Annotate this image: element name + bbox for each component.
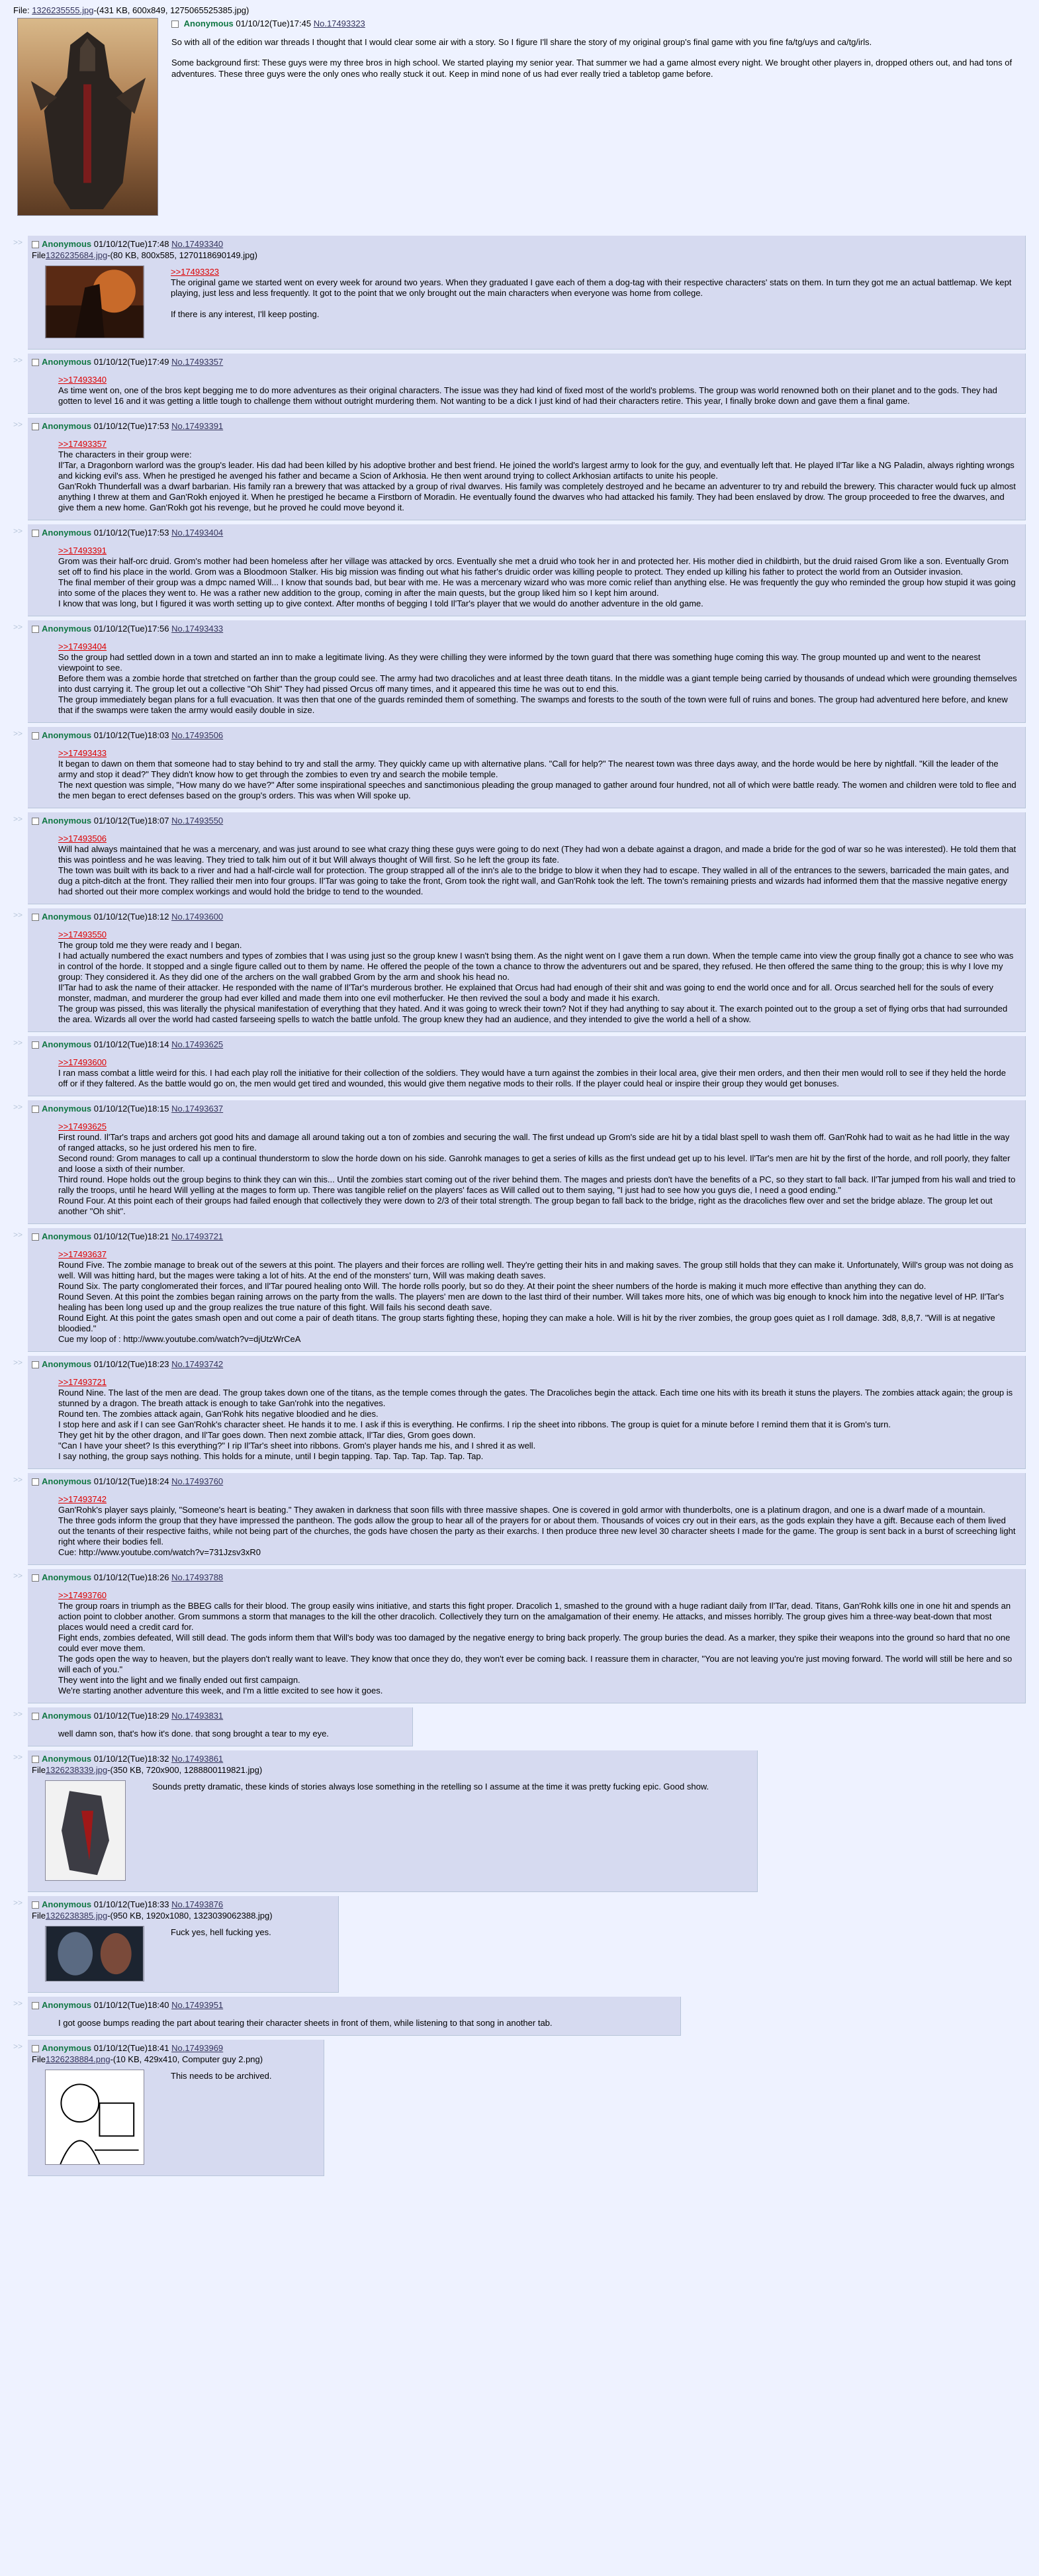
reply-container — [13, 1100, 1026, 1224]
poster-name: Anonymous — [42, 1231, 92, 1241]
poster-name: Anonymous — [42, 912, 92, 922]
poster-name: Anonymous — [42, 1572, 92, 1582]
reply-checkbox[interactable] — [32, 530, 39, 537]
post-number-link[interactable]: No.17493876 — [171, 1899, 224, 1909]
quote-link[interactable]: >>17493600 — [58, 1057, 107, 1067]
post-number-link[interactable]: No.17493861 — [171, 1754, 224, 1764]
reply-container — [13, 1356, 1026, 1469]
file-label: File — [32, 1765, 46, 1775]
reply-header — [32, 1103, 1017, 1115]
reply-paragraph: Round Seven. At this point the zombies began raining arrows on the party from the walls. The players' men are down to the last third of their number. Will takes more hits, one of which was big enough to knock him into the negative level of HP. Il'Tar's healing has been long used up and the group realizes the true nature of this fight. Will fails his second death save. — [58, 1292, 1005, 1312]
reply-paragraph: Fight ends, zombies defeated, Will still dead. The gods inform them that Will's body was too damaged by the negative energy to bring back properly. The group buries the dead. As a marker, they spike their weapons into the ground so hard that no one could ever move them. — [58, 1633, 1011, 1653]
reply-post — [28, 1707, 413, 1746]
reply-container — [13, 727, 1026, 808]
reply-arrow: >> — [13, 1709, 23, 1719]
reply-arrow: >> — [13, 420, 23, 429]
replies-list — [13, 236, 1026, 2176]
reply-arrow: >> — [13, 1230, 23, 1239]
reply-file-meta: -(350 KB, 720x900, 1288800119821.jpg) — [107, 1765, 263, 1775]
reply-container — [13, 2040, 1026, 2176]
poster-name: Anonymous — [42, 624, 92, 634]
quote-link[interactable]: >>17493625 — [58, 1121, 107, 1131]
quote-link[interactable]: >>17493323 — [171, 267, 220, 277]
reply-post — [28, 1750, 758, 1892]
poster-name: Anonymous — [42, 1359, 92, 1369]
reply-paragraph: We're starting another adventure this week, and I'm a little excited to see how it goes. — [58, 1686, 383, 1695]
reply-message — [58, 546, 1017, 609]
op-thumbnail-image[interactable] — [17, 18, 158, 216]
reply-checkbox[interactable] — [32, 2045, 39, 2052]
post-datetime: 01/10/12(Tue)17:48 — [93, 239, 169, 249]
reply-message — [171, 1927, 330, 1938]
reply-checkbox[interactable] — [32, 1713, 39, 1720]
reply-paragraph: Sounds pretty dramatic, these kinds of stories always lose something in the retelling so I assume at the time it was pretty fucking epic. Good show. — [152, 1782, 709, 1791]
reply-arrow: >> — [13, 1358, 23, 1367]
poster-name: Anonymous — [42, 239, 92, 249]
quote-link[interactable]: >>17493391 — [58, 546, 107, 555]
reply-paragraph: Il'Tar, a Dragonborn warlord was the group's leader. His dad had been killed by his adoptive brother and best friend. He joined the world's largest army to look for the guy, and eventually left that. He played Il'Tar like a NG Paladin, always righting wrongs and kicking evil's ass. When he prestiged he avenged his father and became a Scion of Arkhosia. He then went around trying to collect Arkhosian artifacts to unite his people. — [58, 460, 1015, 481]
op-checkbox[interactable] — [171, 21, 179, 28]
post-datetime: 01/10/12(Tue)18:32 — [93, 1754, 169, 1764]
poster-name: Anonymous — [42, 1476, 92, 1486]
post-datetime: 01/10/12(Tue)18:33 — [93, 1899, 169, 1909]
reply-container — [13, 418, 1026, 520]
reply-paragraph: It began to dawn on them that someone had to stay behind to try and stall the army. They quickly came up with alternative plans. "Call for help?" The nearest town was three days away, and the horde would be here by nightfall. "Kill the leader of the army and stop it dead?" They didn't know how to get through the zombies to even try and search the mobile temple. — [58, 759, 999, 779]
post-datetime: 01/10/12(Tue)18:15 — [93, 1104, 169, 1114]
poster-name: Anonymous — [42, 730, 92, 740]
reply-paragraph: The original game we started went on every week for around two years. When they graduated I gave each of them a dog-tag with their respective characters' stats on them. In turn they got me an actual battlemap. We kept playing, just less and less frequently. It got to the point that we only brought out the main characters when everyone was home from college. — [171, 277, 1012, 298]
reply-paragraph: The three gods inform the group that they have impressed the pantheon. The gods allow the group to hear all of the prayers for or about them. Thousands of voices cry out in their ears, as the gods explain they have a gift. Because each of them lived out the tenants of their respective faiths, while not being part of the churches, the gods have chosen the party as their exarchs. I then produce three new level 30 character sheets I made for the game. The group is sent back in a burst of screeching light right where their bodies fell. — [58, 1515, 1016, 1547]
reply-header — [32, 1999, 672, 2011]
reply-arrow: >> — [13, 2042, 23, 2051]
post-number-link[interactable]: No.17493550 — [171, 816, 224, 826]
reply-post — [28, 236, 1026, 350]
reply-checkbox[interactable] — [32, 1478, 39, 1486]
reply-container — [13, 1473, 1026, 1565]
reply-paragraph: Round Four. At this point each of their groups had failed enough that collectively they were down to 2/3 of their total strength. The group began to fall back to the bridge, right as the dracoliches flew over and set the bridge ablaze. The group let out another "Oh shit". — [58, 1196, 993, 1216]
post-datetime: 01/10/12(Tue)18:07 — [93, 816, 169, 826]
reply-file-link[interactable]: 1326238884.png — [45, 2054, 111, 2064]
quote-link[interactable]: >>17493357 — [58, 439, 107, 449]
post-datetime: 01/10/12(Tue)17:45 — [236, 19, 312, 28]
reply-paragraph: Will had always maintained that he was a mercenary, and was just around to see what crazy thing these guys were going to do next (They had won a debate against a dragon, and made a bride for the god of war so he was interested). He told them that this was pointless and he was leaving. They tried to talk him out of it but Will always thought of Will first. So he left the group its fate. — [58, 844, 1016, 865]
reply-thumbnail-image[interactable] — [45, 1926, 144, 1981]
reply-header — [32, 1476, 1017, 1488]
post-number-link[interactable]: No.17493951 — [171, 2000, 224, 2010]
post-datetime: 01/10/12(Tue)18:29 — [93, 1711, 169, 1721]
post-datetime: 01/10/12(Tue)17:53 — [93, 421, 169, 431]
reply-paragraph: The town was built with its back to a river and had a half-circle wall for protection. The group strapped all of the inn's ale to the bridge to blow it when they had to escape. They walled in all of the entrances to the sewers, barricaded the main gates, and dug a pitch-ditch at the front. They rallied their men into four groups. Il'Tar was going to take the front, Grom took the right wall, and Gan'Rohk took the left. The town's remaining priests and wizards had informed them that the massive negative energy had shorted out their more complex workings and would hold the bridge to tend to the wounded. — [58, 865, 1009, 896]
op-paragraph: So with all of the edition war threads I thought that I would clear some air with a story. So I figure I'll share the story of my original group's final game with you fine fa/tg/uys and ca/tg/irls. — [171, 37, 872, 47]
reply-checkbox[interactable] — [32, 1361, 39, 1368]
reply-paragraph: I got goose bumps reading the part about tearing their character sheets in front of them, while listening to that song in another tab. — [58, 2018, 553, 2028]
reply-container — [13, 1750, 1026, 1892]
reply-container — [13, 1997, 1026, 2036]
reply-checkbox[interactable] — [32, 1106, 39, 1113]
reply-post — [28, 812, 1026, 904]
reply-header — [32, 730, 1017, 741]
reply-container — [13, 354, 1026, 414]
reply-paragraph: The next question was simple, "How many do we have?" After some inspirational speeches and sanctimonious pleading the group managed to gather around four hundred, not all of which were battle ready. The women and children were told to flee and the men began to erect defenses based on the group's orders. This was when Will spoke up. — [58, 780, 1016, 800]
post-number-link[interactable]: No.17493340 — [171, 239, 224, 249]
op-message — [13, 18, 1026, 79]
reply-paragraph: well damn son, that's how it's done. that song brought a tear to my eye. — [58, 1729, 329, 1739]
post-datetime: 01/10/12(Tue)18:24 — [93, 1476, 169, 1486]
quote-link[interactable]: >>17493433 — [58, 748, 107, 758]
reply-paragraph: The group immediately began plans for a full evacuation. It was then that one of the guards reminded them of something. The swamps and forests to the south of the town were full of ruins and bones. The group had adventured here before, and knew that if the swamps were taken the army would easily double in size. — [58, 694, 1008, 715]
post-datetime: 01/10/12(Tue)17:49 — [93, 357, 169, 367]
post-datetime: 01/10/12(Tue)18:12 — [93, 912, 169, 922]
reply-arrow: >> — [13, 729, 23, 738]
reply-paragraph: I know that was long, but I figured it was worth setting up to give context. After months of begging I told Il'Tar's player that we would do another adventure in the old game. — [58, 598, 703, 608]
reply-post — [28, 354, 1026, 414]
poster-name: Anonymous — [42, 1899, 92, 1909]
reply-checkbox[interactable] — [32, 1574, 39, 1582]
reply-checkbox[interactable] — [32, 732, 39, 739]
reply-message — [58, 642, 1017, 716]
reply-arrow: >> — [13, 1475, 23, 1484]
reply-message — [58, 2018, 672, 2028]
reply-file-link[interactable]: 1326235684.jpg — [45, 250, 108, 260]
quote-link[interactable]: >>17493550 — [58, 930, 107, 939]
post-datetime: 01/10/12(Tue)18:14 — [93, 1039, 169, 1049]
reply-paragraph: They get hit by the other dragon, and Il'Tar goes down. Then next zombie attack, Il'Tar dies, Grom goes down. — [58, 1430, 476, 1440]
quote-link[interactable]: >>17493340 — [58, 375, 107, 385]
reply-paragraph — [171, 299, 1017, 309]
quote-link[interactable]: >>17493742 — [58, 1494, 107, 1504]
reply-message — [171, 2071, 316, 2081]
post-datetime: 01/10/12(Tue)18:03 — [93, 730, 169, 740]
post-datetime: 01/10/12(Tue)18:21 — [93, 1231, 169, 1241]
reply-message — [58, 1377, 1017, 1462]
reply-paragraph: I had actually numbered the exact numbers and types of zombies that I was using just so the group knew I wasn't bsing them. As the night went on I gave them a run down. When the temple came into view the group finally got a chance to see who was in control of the horde. It stopped and a single figure called out to them by name. He offered the people of the town a chance to throw the adventurers out and be spared, they refused. He then offered the same thing to the group; this is why I love my group: They considered it. As they did one of the archers on the wall grabbed Grom by the arm and shook his head no. — [58, 951, 1014, 982]
reply-message — [58, 1590, 1017, 1696]
reply-arrow: >> — [13, 356, 23, 365]
reply-arrow: >> — [13, 1999, 23, 2008]
reply-container — [13, 812, 1026, 904]
op-body — [13, 36, 1026, 79]
reply-paragraph: I stop here and ask if I can see Gan'Rohk's character sheet. He hands it to me. I ask if this is everything. He confirms. I rip the sheet into ribbons. The group is quiet for a minute before I remind them that it is Grom's turn. — [58, 1419, 891, 1429]
file-label: File — [32, 1911, 46, 1921]
file-label: File — [13, 5, 27, 15]
reply-container — [13, 1707, 1026, 1746]
reply-paragraph: Cue my loop of : http://www.youtube.com/watch?v=djUtzWrCeA — [58, 1334, 301, 1344]
reply-paragraph: This needs to be archived. — [171, 2071, 272, 2081]
reply-post — [28, 1997, 681, 2036]
post-number-link[interactable]: No.17493600 — [171, 912, 224, 922]
poster-name: Anonymous — [42, 1104, 92, 1114]
reply-paragraph: If there is any interest, I'll keep posting. — [171, 309, 320, 319]
poster-name: Anonymous — [42, 528, 92, 538]
reply-message — [58, 1249, 1017, 1345]
reply-post — [28, 2040, 324, 2176]
post-number-link[interactable]: No.17493323 — [313, 19, 365, 28]
reply-message — [152, 1782, 749, 1792]
reply-container — [13, 1569, 1026, 1703]
poster-name: Anonymous — [42, 357, 92, 367]
reply-message — [58, 1494, 1017, 1558]
reply-arrow: >> — [13, 622, 23, 632]
reply-header — [32, 911, 1017, 923]
reply-header — [32, 527, 1017, 539]
post-number-link[interactable]: No.17493404 — [171, 528, 224, 538]
reply-paragraph: Gan'Rohk's player says plainly, "Someone's heart is beating." They awaken in darkness that soon fills with three massive shapes. One is covered in gold armor with thunderbolts, one is a platinum dragon, and one is a dwarf made of a mountain. — [58, 1505, 985, 1515]
reply-message — [58, 834, 1017, 897]
post-datetime: 01/10/12(Tue)17:56 — [93, 624, 169, 634]
reply-message — [58, 1121, 1017, 1217]
reply-checkbox[interactable] — [32, 2002, 39, 2009]
reply-post — [28, 1569, 1026, 1703]
post-number-link[interactable]: No.17493760 — [171, 1476, 224, 1486]
post-number-link[interactable]: No.17493721 — [171, 1231, 224, 1241]
poster-name: Anonymous — [42, 2000, 92, 2010]
reply-post — [28, 908, 1026, 1032]
reply-arrow: >> — [13, 238, 23, 247]
reply-arrow: >> — [13, 1752, 23, 1762]
reply-checkbox[interactable] — [32, 626, 39, 633]
reply-file-info — [32, 2054, 316, 2064]
reply-paragraph: Third round. Hope holds out the group begins to think they can win this... Until the zombies start coming out of the river behind them. The mages and priests don't have the benefits of a PC, so they start to fall back. Il'Tar jumped from his wall and tried to rally the troops, until he heard Will yelling at the mages to form up. There was tangible relief on the players' faces as Will called out to them saying, "I just had to see how you guys die, I need a good ending." — [58, 1174, 1016, 1195]
poster-name: Anonymous — [42, 1039, 92, 1049]
reply-header — [32, 1572, 1017, 1584]
reply-checkbox[interactable] — [32, 1901, 39, 1909]
reply-paragraph: I ran mass combat a little weird for this. I had each play roll the initiative for their collection of the soldiers. They would have a turn against the zombies in their local area, give their men orders, and then their men would roll to see if they held the horde off or if they faltered. As the battle would go on, the men would get tired and wounded, this would give them negative mods to their rolls. If the player could heal or inspire their group they would get bonuses. — [58, 1068, 1006, 1088]
reply-container — [13, 524, 1026, 616]
reply-paragraph: Round Six. The party conglomerated their forces, and Il'Tar poured healing onto Will. The horde rolls poorly, but so do they. At their point the sheer numbers of the horde is making it much more effective than anything they can do. — [58, 1281, 926, 1291]
post-number-link[interactable]: No.17493788 — [171, 1572, 224, 1582]
reply-post — [28, 1473, 1026, 1565]
quote-link[interactable]: >>17493404 — [58, 642, 107, 651]
post-number-link[interactable]: No.17493969 — [171, 2043, 224, 2053]
reply-paragraph: Cue: http://www.youtube.com/watch?v=731Jzsv3xR0 — [58, 1547, 261, 1557]
reply-post — [28, 524, 1026, 616]
reply-paragraph: First round. Il'Tar's traps and archers got good hits and damage all around taking out a ton of zombies and securing the wall. The first undead up Grom's side are hit by a tidal blast spell to wash them off. Gan'Rohk had to wait as he had little in the way of ranged attacks, so he just ordered his men to fire. — [58, 1132, 1010, 1153]
reply-header — [32, 623, 1017, 635]
reply-paragraph: Second round: Grom manages to call up a continual thunderstorm to slow the horde down on his side. Ganrohk manages to get a series of kills as the first undead get up to his level. Il'Tar's men are hit by the first of the horde, and roll poorly, they falter and loose a sixth of their number. — [58, 1153, 1011, 1174]
reply-paragraph: As time went on, one of the bros kept begging me to do more adventures as their original characters. The issue was they had kind of fixed most of the world's problems. The group was world renowned both on their planet and to the gods. They had gotten to level 16 and it was getting a little tough to challenge them without outright murdering them. Not wanting to be a dick I just kind of had their characters retire. This year, I finally broke down and gave them a final game. — [58, 385, 997, 406]
reply-checkbox[interactable] — [32, 914, 39, 921]
poster-name: Anonymous — [42, 816, 92, 826]
reply-post — [28, 620, 1026, 723]
reply-paragraph: "Can I have your sheet? Is this everything?" I rip Il'Tar's sheet into ribbons. Grom's player hands me his, and I shred it as well. — [58, 1441, 536, 1451]
reply-checkbox[interactable] — [32, 241, 39, 248]
reply-paragraph: Grom was their half-orc druid. Grom's mother had been homeless after her village was attacked by orcs. Eventually she met a druid who took her in and protected her. His mother died in childbirth, but the druid raised Grom like a son. Eventually Grom set off to find his place in the world. Grom was a Bloodmoon Stalker. His big mission was finding out what his father's druidic order was killing people to protect. They ended up killing his father to protect the world from an Outsider invasion. — [58, 556, 1009, 577]
reply-container — [13, 1228, 1026, 1352]
reply-paragraph: Fuck yes, hell fucking yes. — [171, 1927, 271, 1937]
reply-file-info — [32, 1765, 749, 1775]
reply-header — [32, 815, 1017, 827]
reply-paragraph: Gan'Rokh Thunderfall was a dwarf barbarian. His family ran a brewery that was attacked by a group of rival dwarves. His family was completely destroyed and he became an adventurer to try and rebuild the brewery. This character would fuck up almost anything I threw at them and Gan'Rokh enjoyed it. When he prestiged he became a Firstborn of Moradin. He eventually found the dwarves who had attacked his family. They had been enslaved by drow. The group proceeded to free the dwarves, and give them a new home. Gan'Rokh got his revenge, but he proved he could move beyond it. — [58, 481, 1016, 512]
reply-post — [28, 727, 1026, 808]
post-number-link[interactable]: No.17493433 — [171, 624, 224, 634]
reply-checkbox[interactable] — [32, 1041, 39, 1049]
reply-paragraph: Before them was a zombie horde that stretched on farther than the group could see. The army had two dracoliches and at least three death titans. In the middle was a giant temple being carried by thousands of undead which were grounding themselves into dust carrying it. The group let out a collective "Oh Shit" They had pissed Orcus off many times, and it appeared this time he was out to end this. — [58, 673, 1017, 694]
reply-paragraph: The group told me they were ready and I began. — [58, 940, 242, 950]
op-post — [13, 5, 1026, 222]
reply-header — [32, 1231, 1017, 1243]
post-datetime: 01/10/12(Tue)18:23 — [93, 1359, 169, 1369]
reply-post — [28, 1228, 1026, 1352]
poster-name: Anonymous — [42, 2043, 92, 2053]
reply-paragraph: Round Nine. The last of the men are dead. The group takes down one of the titans, as the temple comes through the gates. The Dracoliches begin the attack. Each time one hits with its breath it stuns the players. The zombies attack again; the group is stunned by a dragon. The breath attack is enough to take Gan'rohk into the negatives. — [58, 1388, 1013, 1408]
post-number-link[interactable]: No.17493391 — [171, 421, 224, 431]
reply-file-meta: -(950 KB, 1920x1080, 1323039062388.jpg) — [107, 1911, 273, 1921]
post-number-link[interactable]: No.17493831 — [171, 1711, 224, 1721]
reply-thumbnail-image[interactable] — [45, 1780, 126, 1881]
reply-paragraph: Il'Tar had to ask the name of their attacker. He responded with the name of Il'Tar's murderous brother. He explained that Orcus had had enough of their shit and was going to end the world once and for all. Orcus searched hell for the souls of every monster, madman, and murderer the group had ever killed and made them into one evil motherfucker. He then revived the soul a body and made it his exarch. — [58, 982, 993, 1003]
post-number-link[interactable]: No.17493357 — [171, 357, 224, 367]
reply-paragraph: The group was pissed, this was literally the physical manifestation of everything that they hated. And it was going to wreck their town? Not if they had anything to say about it. The exarch pointed out to the group a set of flying orbs that had surrounded the area. Wizards all over the world had casted farseeing spells to watch the battle unfold. The group knew they had an audience, and they intended to give the world a hell of a show. — [58, 1004, 1008, 1024]
post-number-link[interactable]: No.17493625 — [171, 1039, 224, 1049]
post-number-link[interactable]: No.17493506 — [171, 730, 224, 740]
reply-post — [28, 1036, 1026, 1096]
op-paragraph: Some background first: These guys were my three bros in high school. We started playing my senior year. That summer we had a game almost every night. We brought other players in, dropped others out, and had tons of adventures. These three guys were the only ones who really stuck it out. Keep in mind none of us had ever really tried a tabletop game before. — [171, 58, 1013, 79]
reply-file-link[interactable]: 1326238385.jpg — [45, 1911, 108, 1921]
reply-thumbnail-image[interactable] — [45, 265, 144, 338]
post-number-link[interactable]: No.17493637 — [171, 1104, 224, 1114]
post-datetime: 01/10/12(Tue)18:26 — [93, 1572, 169, 1582]
poster-name: Anonymous — [42, 1754, 92, 1764]
post-datetime: 01/10/12(Tue)18:40 — [93, 2000, 169, 2010]
reply-arrow: >> — [13, 910, 23, 920]
reply-message — [58, 439, 1017, 513]
post-datetime: 01/10/12(Tue)17:53 — [93, 528, 169, 538]
reply-paragraph: Round Eight. At this point the gates smash open and out come a pair of death titans. The group starts fighting these, hoping they can make a hole. Will is hit by the river zombies, the group goes quiet as I roll damage. 3d8, 8,8,7. "Will is at negative bloodied." — [58, 1313, 995, 1333]
post-datetime: 01/10/12(Tue)18:41 — [93, 2043, 169, 2053]
reply-container — [13, 1036, 1026, 1096]
reply-arrow: >> — [13, 814, 23, 824]
reply-message — [58, 375, 1017, 406]
reply-arrow: >> — [13, 1038, 23, 1047]
poster-name: Anonymous — [183, 19, 234, 28]
reply-post — [28, 1356, 1026, 1469]
reply-file-meta: -(10 KB, 429x410, Computer guy 2.png) — [110, 2054, 263, 2064]
reply-message — [58, 1729, 404, 1739]
reply-file-meta: -(80 KB, 800x585, 1270118690149.jpg) — [107, 250, 257, 260]
file-label: File — [32, 2054, 46, 2064]
op-header — [13, 18, 1026, 30]
reply-arrow: >> — [13, 526, 23, 536]
reply-message — [171, 267, 1017, 320]
reply-container — [13, 908, 1026, 1032]
reply-paragraph: So the group had settled down in a town and started an inn to make a legitimate living. As they were chilling they were informed by the town guard that there was something huge coming this way. The group mounted up and went to the nearest viewpoint to see. — [58, 652, 981, 673]
reply-paragraph: The group roars in triumph as the BBEG calls for their blood. The group easily wins initiative, and starts this fight proper. Dracolich 1, smashed to the ground with a huge radiant daily from Il'Tar, dead. Titans, Gan'Rohk kills one in one hit and spends an action point to clobber another. Grom summons a storm that manages to the kill the other dracolich. Collectively they turn on the amalgamation of their enemy. He attacks, and misses horribly. The group gives him a three-way beat-down that most places would need a credit card for. — [58, 1601, 1011, 1632]
reply-header — [32, 1039, 1017, 1051]
reply-header — [32, 356, 1017, 368]
reply-message — [58, 930, 1017, 1025]
reply-checkbox[interactable] — [32, 423, 39, 430]
reply-paragraph: Round ten. The zombies attack again, Gan'Rohk hits negative bloodied and he dies. — [58, 1409, 379, 1419]
reply-container — [13, 236, 1026, 350]
reply-header — [32, 1753, 749, 1765]
reply-post — [28, 1100, 1026, 1224]
reply-paragraph: The final member of their group was a dmpc named Will... I know that sounds bad, but bear with me. He was a mercenary wizard who was more comic relief than anything else. He was frequently the guy who reminded the group how stupid it was going into some of the places they went to. He was a rather new addition to the group, coming in after the main quests, but the group liked him so I kept him around. — [58, 577, 1016, 598]
reply-header — [32, 2042, 316, 2054]
reply-paragraph: The gods open the way to heaven, but the players don't really want to leave. They know that once they do, they won't ever be coming back. I reassure them in character, "You are not leaving you're just moving forward. The world will still be here and so will each of you." — [58, 1654, 1013, 1674]
reply-arrow: >> — [13, 1102, 23, 1112]
op-file-link[interactable]: 1326235555.jpg — [32, 5, 94, 15]
reply-message — [58, 1057, 1017, 1089]
op-file-info: File: 1326235555.jpg-(431 KB, 600x849, 1275065525385.jpg) — [13, 5, 249, 15]
reply-file-info — [32, 250, 1017, 260]
reply-header — [32, 1710, 404, 1722]
reply-paragraph: I say nothing, the group says nothing. This holds for a minute, until I begin tapping. Tap. Tap. Tap. Tap. Tap. Tap. — [58, 1451, 484, 1461]
quote-link[interactable]: >>17493760 — [58, 1590, 107, 1600]
reply-message — [58, 748, 1017, 801]
reply-header — [32, 238, 1017, 250]
poster-name: Anonymous — [42, 421, 92, 431]
reply-header — [32, 1359, 1017, 1370]
reply-post — [28, 1896, 339, 1993]
reply-checkbox[interactable] — [32, 1756, 39, 1763]
reply-file-info — [32, 1911, 330, 1921]
quote-link[interactable]: >>17493637 — [58, 1249, 107, 1259]
reply-checkbox[interactable] — [32, 1233, 39, 1241]
quote-link[interactable]: >>17493506 — [58, 834, 107, 843]
reply-paragraph: They went into the light and we finally ended out first campaign. — [58, 1675, 300, 1685]
reply-post — [28, 418, 1026, 520]
reply-arrow: >> — [13, 1898, 23, 1907]
file-label: File — [32, 250, 46, 260]
reply-header — [32, 420, 1017, 432]
reply-checkbox[interactable] — [32, 359, 39, 366]
reply-checkbox[interactable] — [32, 818, 39, 825]
post-number-link[interactable]: No.17493742 — [171, 1359, 224, 1369]
poster-name: Anonymous — [42, 1711, 92, 1721]
reply-container — [13, 1896, 1026, 1993]
op-file-meta: -(431 KB, 600x849, 1275065525385.jpg) — [93, 5, 249, 15]
reply-arrow: >> — [13, 1571, 23, 1580]
reply-paragraph: Round Five. The zombie manage to break out of the sewers at this point. The players and their forces are rolling well. They're getting their hits in and making saves. The group still holds that they can make it. Unfortunately, Will's group was not doing as well. Will was hitting hard, but the mages were taking a lot of hits. At the end of the monsters' turn, Will was making death saves. — [58, 1260, 1014, 1280]
reply-thumbnail-image[interactable] — [45, 2070, 144, 2165]
reply-container — [13, 620, 1026, 723]
reply-header — [32, 1899, 330, 1911]
reply-file-link[interactable]: 1326238339.jpg — [45, 1765, 108, 1775]
quote-link[interactable]: >>17493721 — [58, 1377, 107, 1387]
reply-paragraph: The characters in their group were: — [58, 450, 192, 459]
